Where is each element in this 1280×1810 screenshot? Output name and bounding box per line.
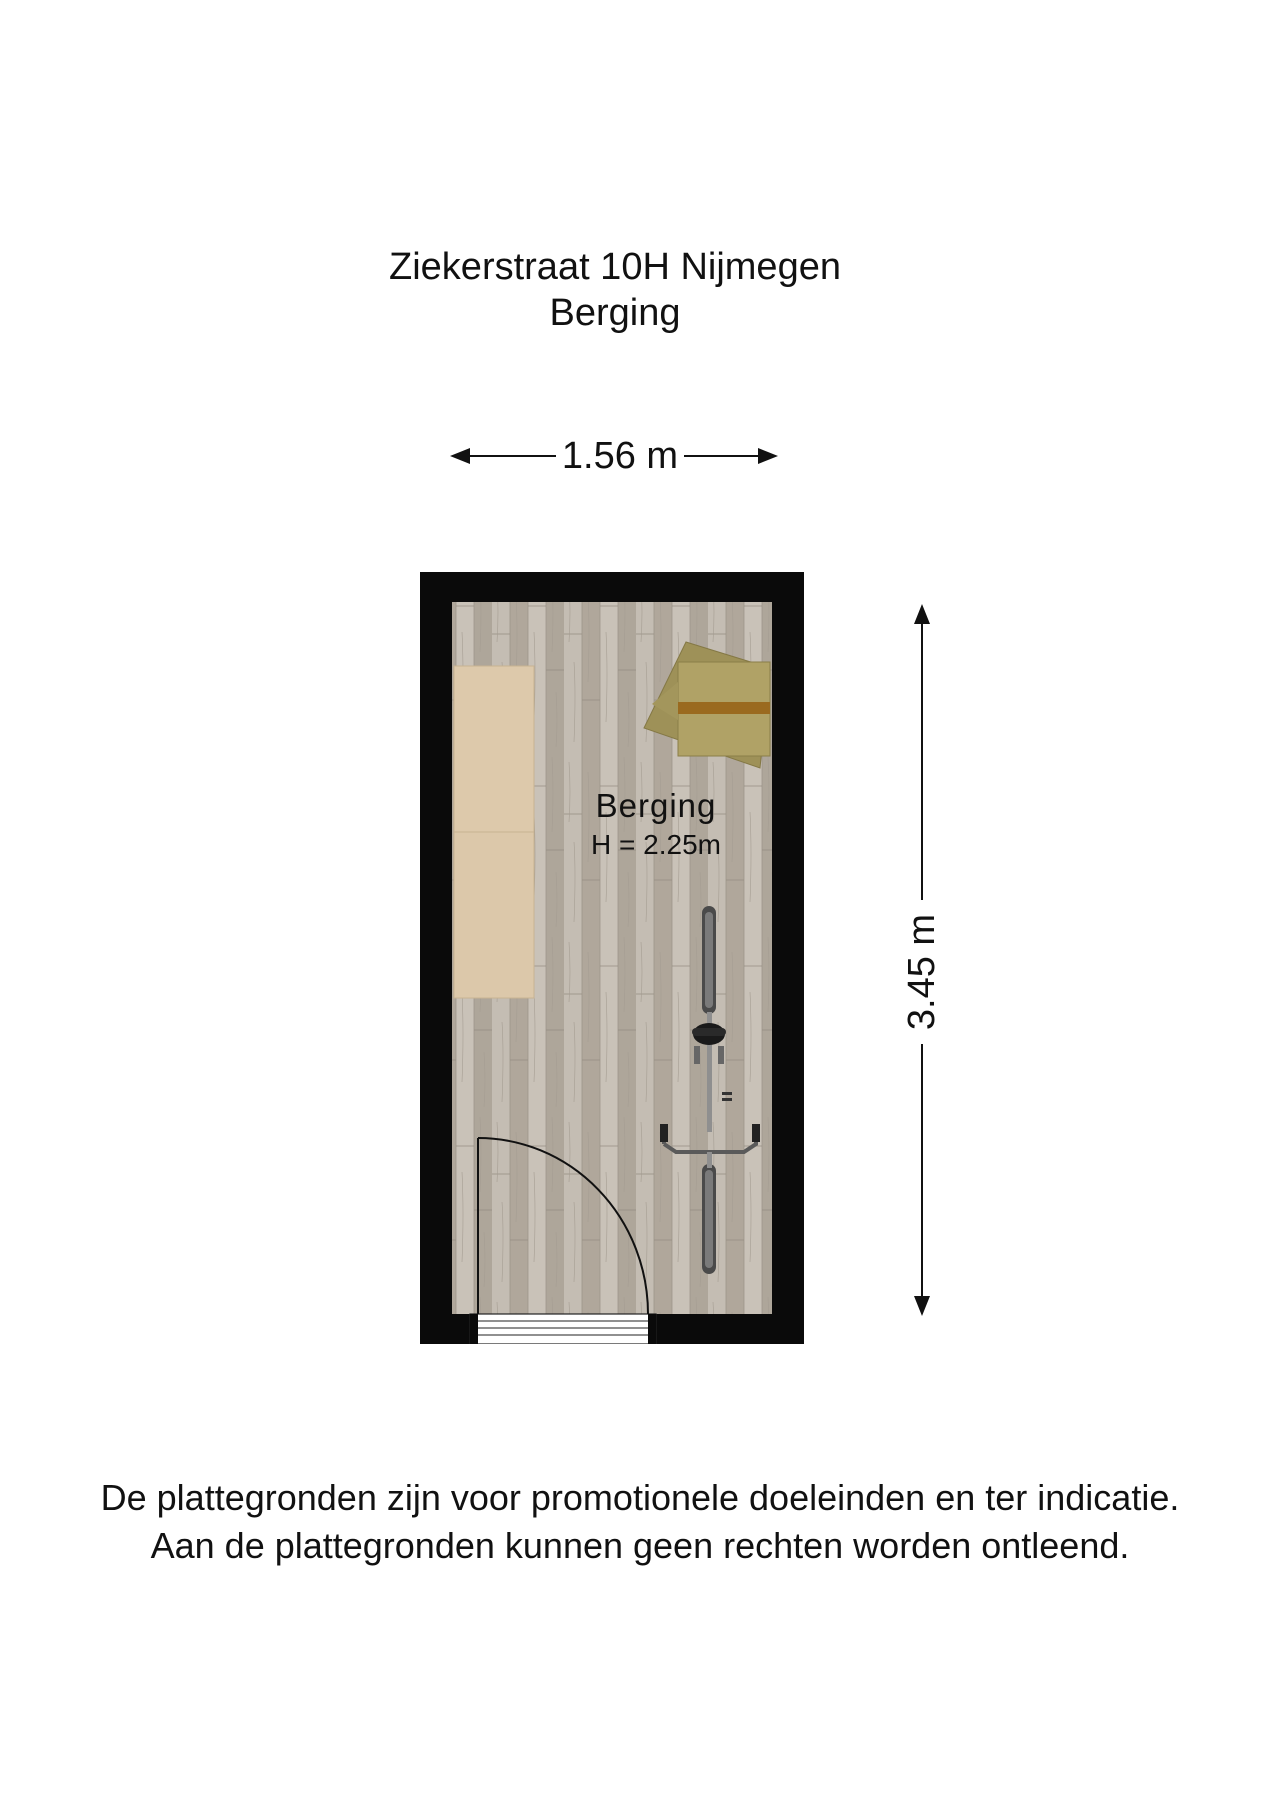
width-dimension — [450, 430, 778, 482]
room-name: Berging — [595, 787, 717, 824]
room-height: H = 2.25m — [591, 829, 721, 860]
arrow-up-icon — [914, 604, 930, 624]
width-label: 1.56 m — [561, 435, 679, 477]
length-dimension — [896, 604, 948, 1316]
door-opening — [470, 1314, 656, 1344]
dimension-line — [921, 622, 923, 900]
floor-plan-drawing — [420, 572, 804, 1344]
length-label: 3.45 m — [901, 913, 943, 1031]
floor-plan — [420, 572, 804, 1344]
dimension-line — [460, 455, 556, 457]
address-title: Ziekerstraat 10H Nijmegen — [389, 246, 841, 288]
disclaimer-line-2: Aan de plattegronden kunnen geen rechten worden ontleend. — [150, 1525, 1130, 1566]
plan-header — [0, 244, 1230, 336]
disclaimer — [0, 1474, 1280, 1570]
disclaimer-line-1: De plattegronden zijn voor promotionele doeleinden en ter indicatie. — [100, 1477, 1180, 1518]
arrow-right-icon — [758, 448, 778, 464]
arrow-down-icon — [914, 1296, 930, 1316]
dimension-line — [921, 1044, 923, 1299]
floor-title: Berging — [549, 292, 681, 334]
shelf-icon — [454, 666, 534, 998]
